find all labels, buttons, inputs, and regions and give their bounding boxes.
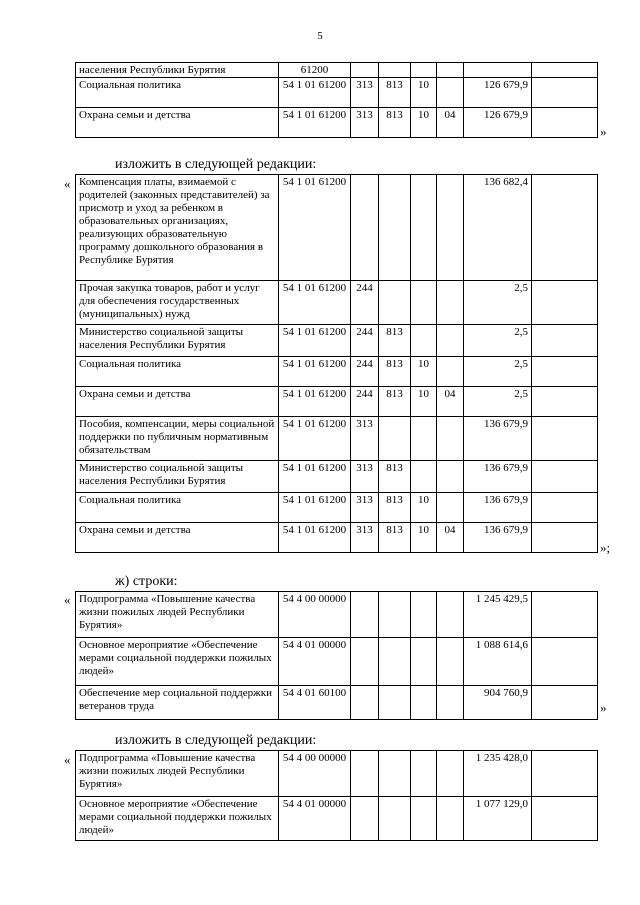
subsection-cell: 04 [437, 387, 464, 417]
empty-cell [532, 63, 598, 78]
ministry-code-cell [379, 638, 411, 686]
target-code-cell: 61200 [279, 63, 351, 78]
subsection-cell [437, 461, 464, 493]
table-row [76, 108, 598, 138]
section-cell [411, 797, 437, 841]
table-row [76, 281, 598, 325]
row-name-cell: Охрана семьи и детства [76, 523, 279, 553]
section-cell: 10 [411, 357, 437, 387]
subsection-cell [437, 686, 464, 720]
row-name-cell: Подпрограмма «Повышение качества жизни пожилых людей Республики Бурятия» [76, 592, 279, 638]
target-code-cell: 54 4 01 00000 [279, 638, 351, 686]
section-cell: 10 [411, 108, 437, 138]
empty-cell [532, 523, 598, 553]
row-name-cell: Социальная политика [76, 493, 279, 523]
expense-type-cell [351, 686, 379, 720]
ministry-code-cell [379, 592, 411, 638]
expense-type-cell [351, 751, 379, 797]
expense-type-cell: 313 [351, 78, 379, 108]
empty-cell [532, 108, 598, 138]
empty-cell [532, 751, 598, 797]
section-heading: изложить в следующей редакции: [115, 157, 317, 172]
subsection-cell [437, 175, 464, 281]
empty-cell [532, 686, 598, 720]
ministry-code-cell: 813 [379, 357, 411, 387]
row-name-cell: Пособия, компенсации, меры социальной поддержки по публичным нормативным обязательствам [76, 417, 279, 461]
target-code-cell: 54 1 01 61200 [279, 493, 351, 523]
ministry-code-cell [379, 686, 411, 720]
ministry-code-cell: 813 [379, 387, 411, 417]
amount-cell: 126 679,9 [464, 78, 532, 108]
row-name-cell: Охрана семьи и детства [76, 108, 279, 138]
table-row [76, 686, 598, 720]
subsection-cell [437, 638, 464, 686]
target-code-cell: 54 1 01 61200 [279, 108, 351, 138]
ministry-code-cell: 813 [379, 493, 411, 523]
closing-quote: » [600, 700, 607, 715]
expense-type-cell [351, 175, 379, 281]
closing-quote: » [600, 124, 607, 139]
row-name-cell: Прочая закупка товаров, работ и услуг для обеспечения государственных (муниципальных) нужд [76, 281, 279, 325]
subsection-cell [437, 493, 464, 523]
section-cell [411, 281, 437, 325]
budget-table-old-2 [75, 591, 598, 720]
target-code-cell: 54 1 01 61200 [279, 325, 351, 357]
amount-cell: 2,5 [464, 357, 532, 387]
expense-type-cell: 244 [351, 357, 379, 387]
target-code-cell: 54 4 00 00000 [279, 751, 351, 797]
target-code-cell: 54 1 01 61200 [279, 175, 351, 281]
section-cell [411, 686, 437, 720]
row-name-cell: Охрана семьи и детства [76, 387, 279, 417]
ministry-code-cell: 813 [379, 108, 411, 138]
target-code-cell: 54 1 01 61200 [279, 461, 351, 493]
amount-cell: 136 679,9 [464, 417, 532, 461]
section-cell: 10 [411, 493, 437, 523]
ministry-code-cell: 813 [379, 325, 411, 357]
target-code-cell: 54 1 01 61200 [279, 417, 351, 461]
table-row [76, 63, 598, 78]
budget-table-new-1 [75, 174, 598, 553]
subsection-cell [437, 417, 464, 461]
ministry-code-cell [379, 797, 411, 841]
ministry-code-cell [379, 751, 411, 797]
amount-cell: 904 760,9 [464, 686, 532, 720]
expense-type-cell: 244 [351, 387, 379, 417]
table-row [76, 78, 598, 108]
table-row [76, 387, 598, 417]
opening-quote: « [64, 752, 71, 767]
subsection-cell [437, 78, 464, 108]
amount-cell: 1 245 429,5 [464, 592, 532, 638]
ministry-code-cell [379, 417, 411, 461]
subsection-cell: 04 [437, 108, 464, 138]
empty-cell [532, 417, 598, 461]
expense-type-cell [351, 797, 379, 841]
table-row [76, 751, 598, 797]
table-row [76, 357, 598, 387]
expense-type-cell: 313 [351, 523, 379, 553]
amount-cell: 2,5 [464, 325, 532, 357]
section-cell: 10 [411, 523, 437, 553]
section-heading: ж) строки: [115, 574, 178, 589]
subsection-cell [437, 797, 464, 841]
section-cell [411, 751, 437, 797]
empty-cell [532, 281, 598, 325]
table-row [76, 638, 598, 686]
table-row [76, 417, 598, 461]
page-number: 5 [317, 30, 323, 42]
empty-cell [532, 175, 598, 281]
expense-type-cell [351, 63, 379, 78]
amount-cell: 136 682,4 [464, 175, 532, 281]
row-name-cell: Социальная политика [76, 78, 279, 108]
section-cell: 10 [411, 78, 437, 108]
target-code-cell: 54 1 01 61200 [279, 78, 351, 108]
table-row [76, 175, 598, 281]
table-row [76, 325, 598, 357]
amount-cell: 126 679,9 [464, 108, 532, 138]
empty-cell [532, 592, 598, 638]
row-name-cell: Подпрограмма «Повышение качества жизни пожилых людей Республики Бурятия» [76, 751, 279, 797]
amount-cell: 1 088 614,6 [464, 638, 532, 686]
target-code-cell: 54 1 01 61200 [279, 387, 351, 417]
target-code-cell: 54 4 01 00000 [279, 797, 351, 841]
table-row [76, 461, 598, 493]
empty-cell [532, 797, 598, 841]
amount-cell: 2,5 [464, 387, 532, 417]
section-cell [411, 175, 437, 281]
section-cell [411, 461, 437, 493]
ministry-code-cell [379, 63, 411, 78]
expense-type-cell: 313 [351, 417, 379, 461]
empty-cell [532, 357, 598, 387]
subsection-cell [437, 325, 464, 357]
row-name-cell: Обеспечение мер социальной поддержки ветеранов труда [76, 686, 279, 720]
table-row [76, 592, 598, 638]
amount-cell: 1 077 129,0 [464, 797, 532, 841]
ministry-code-cell: 813 [379, 78, 411, 108]
section-cell [411, 417, 437, 461]
section-cell [411, 63, 437, 78]
subsection-cell [437, 592, 464, 638]
row-name-cell: Министерство социальной защиты населения Республики Бурятия [76, 461, 279, 493]
target-code-cell: 54 4 00 00000 [279, 592, 351, 638]
section-heading: изложить в следующей редакции: [115, 733, 317, 748]
ministry-code-cell [379, 175, 411, 281]
empty-cell [532, 387, 598, 417]
subsection-cell [437, 357, 464, 387]
expense-type-cell: 313 [351, 108, 379, 138]
row-name-cell: населения Республики Бурятия [76, 63, 279, 78]
expense-type-cell [351, 592, 379, 638]
empty-cell [532, 325, 598, 357]
target-code-cell: 54 1 01 61200 [279, 523, 351, 553]
opening-quote: « [64, 592, 71, 607]
row-name-cell: Министерство социальной защиты населения Республики Бурятия [76, 325, 279, 357]
table-row [76, 493, 598, 523]
subsection-cell [437, 281, 464, 325]
empty-cell [532, 461, 598, 493]
target-code-cell: 54 4 01 60100 [279, 686, 351, 720]
amount-cell: 136 679,9 [464, 523, 532, 553]
closing-quote-semicolon: »; [600, 540, 611, 555]
subsection-cell [437, 751, 464, 797]
section-cell [411, 325, 437, 357]
target-code-cell: 54 1 01 61200 [279, 357, 351, 387]
row-name-cell: Основное мероприятие «Обеспечение мерами социальной поддержки пожилых людей» [76, 797, 279, 841]
section-cell: 10 [411, 387, 437, 417]
amount-cell: 136 679,9 [464, 493, 532, 523]
ministry-code-cell: 813 [379, 461, 411, 493]
amount-cell: 136 679,9 [464, 461, 532, 493]
expense-type-cell [351, 638, 379, 686]
expense-type-cell: 313 [351, 461, 379, 493]
row-name-cell: Социальная политика [76, 357, 279, 387]
subsection-cell [437, 63, 464, 78]
opening-quote: « [64, 176, 71, 191]
empty-cell [532, 78, 598, 108]
target-code-cell: 54 1 01 61200 [279, 281, 351, 325]
expense-type-cell: 313 [351, 493, 379, 523]
section-cell [411, 592, 437, 638]
expense-type-cell: 244 [351, 325, 379, 357]
section-cell [411, 638, 437, 686]
amount-cell: 1 235 428,0 [464, 751, 532, 797]
budget-table-new-2 [75, 750, 598, 841]
amount-cell [464, 63, 532, 78]
row-name-cell: Компенсация платы, взимаемой с родителей (законных представителей) за присмотр и уход за ребенком в образовательных организациях, реализующих образовательную программу дошкольного образования в Республике Бурятия [76, 175, 279, 281]
empty-cell [532, 638, 598, 686]
row-name-cell: Основное мероприятие «Обеспечение мерами социальной поддержки пожилых людей» [76, 638, 279, 686]
subsection-cell: 04 [437, 523, 464, 553]
ministry-code-cell [379, 281, 411, 325]
table-row [76, 523, 598, 553]
ministry-code-cell: 813 [379, 523, 411, 553]
amount-cell: 2,5 [464, 281, 532, 325]
table-row [76, 797, 598, 841]
empty-cell [532, 493, 598, 523]
expense-type-cell: 244 [351, 281, 379, 325]
budget-table-old-1 [75, 62, 598, 138]
